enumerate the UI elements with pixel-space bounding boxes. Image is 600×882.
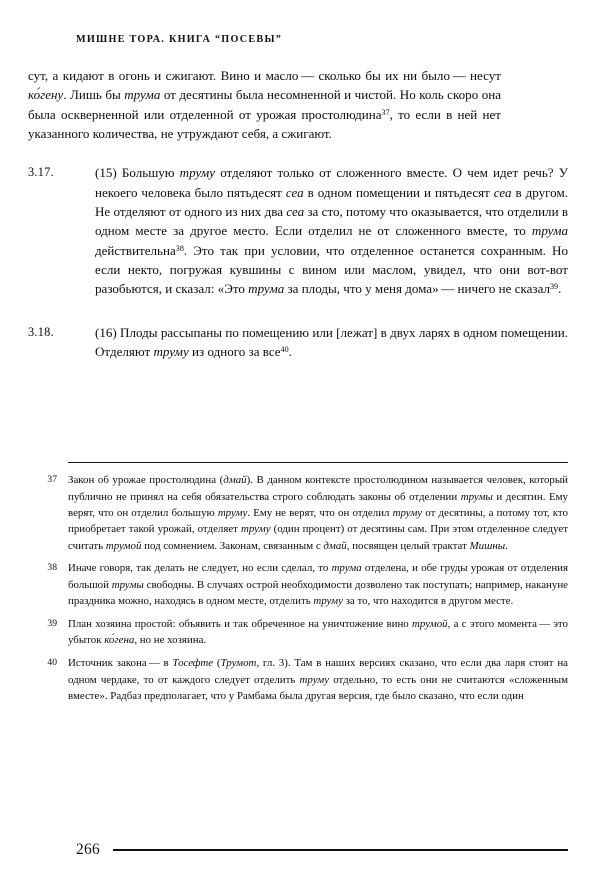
italic-term: Трумот bbox=[220, 657, 257, 670]
halakha-entry bbox=[28, 323, 568, 362]
italic-term: дмай bbox=[323, 539, 347, 552]
page-number: 266 bbox=[76, 841, 100, 858]
italic-term: трума bbox=[248, 281, 285, 297]
italic-term: трума bbox=[531, 223, 568, 239]
footnote-item bbox=[28, 655, 568, 704]
italic-term: труму bbox=[217, 506, 248, 519]
footnote-text: План хозяина простой: объявить и так обреченное на уничтожение вино трумой, а с этого момента — это убыток ко́гена, но не хозяина. bbox=[68, 618, 568, 647]
italic-term: труму bbox=[179, 165, 216, 181]
footnote-number: 38 bbox=[47, 562, 57, 574]
halakha-text: (16) Плоды рассыпаны по помещению или [лежат] в двух ларях в одном помещении. Отделяют труму из одного за все$^{40}$. bbox=[95, 324, 568, 360]
folio-rule bbox=[113, 849, 568, 850]
halakha-number: 3.18. bbox=[28, 324, 54, 339]
footnote-marker: 38 bbox=[175, 243, 184, 253]
folio bbox=[76, 840, 568, 860]
italic-term: труму bbox=[313, 595, 343, 608]
italic-term: трума bbox=[124, 87, 161, 103]
halakha-number: 3.17. bbox=[28, 165, 54, 180]
italic-term: труму bbox=[241, 523, 271, 536]
footnote-number: 37 bbox=[47, 474, 57, 486]
italic-term: трумы bbox=[111, 578, 144, 591]
italic-term: труму bbox=[392, 506, 423, 519]
italic-term: сеа bbox=[285, 184, 304, 200]
footnote-item bbox=[28, 560, 568, 609]
footnote-separator-rule bbox=[68, 462, 568, 463]
halakha-entry bbox=[28, 163, 568, 298]
italic-term: труму bbox=[153, 344, 189, 360]
italic-term: сеа bbox=[286, 204, 305, 220]
italic-term: Тосефте bbox=[172, 657, 214, 670]
footnote-area bbox=[28, 462, 568, 711]
halakha-text: (15) Большую труму отделяют только от сложенного вместе. О чем идет речь? У некоего человека было пятьдесят сеа в одном помещении и пятьдесят сеа в другом. Не отделяют от одного из них два сеа за сто, потому что оказывается, что отделили в одном месте за другое место. Если отделил не от сложенного вместе, то трума действительна$^{38}$. Это так при условии, что отделенное останется сохранным. Но если некто, погружая кувшины с вином или маслом, увидел, что они вот-вот разобьются, и сказал: «Это трума за плоды, что у меня дома» — ничего не сказал$^{39}$. bbox=[95, 165, 569, 297]
italic-term: трума bbox=[331, 562, 362, 575]
footnote-item bbox=[28, 616, 568, 649]
continued-paragraph: сут, а кидают в огонь и сжигают. Вино и масло — сколько бы их ни было — несут ко́гену. Лишь бы трума от десятины была несомненной и чистой. Но коль скоро она была оскверненной или отделенной от урожая простолюдина$^{37}$, то если в ней нет указанного количества, не утруждают себя, а сжигают. bbox=[28, 68, 502, 142]
italic-term: сеа bbox=[493, 184, 512, 200]
footnote-text: Источник закона — в Тосефте (Трумот, гл. 3). Там в наших версиях сказано, что если два ларя стоят на одном чердаке, то от каждого следует отделить труму отдельно, то есть они не считаются «сложенным вместе». Радбаз предполагает, что у Рамбама была другая версия, где было сказано, что если один bbox=[68, 657, 568, 702]
body-text bbox=[28, 66, 568, 361]
italic-term: труму bbox=[299, 673, 330, 686]
italic-term: Мишны bbox=[469, 539, 506, 552]
italic-term: ко́гена bbox=[104, 634, 135, 647]
running-head bbox=[76, 28, 568, 50]
footnote-text: Закон об урожае простолюдина (дмай). В данном контексте простолюдином называется человек, который публично не принял на себя обязательства строго соблюдать законы об отделении трумы и десятин. Ему верят, что он отделил большую труму. Ему не верят, что он отделил труму от десятины, а потому тот, кто приобретает такой урожай, отделяет труму (один процент) от десятины сам. При этом отделенное следует считать трумой под сомнением. Законам, связанным с дмай, посвящен целый трактат Мишны. bbox=[68, 474, 568, 552]
italic-term: трумой bbox=[105, 539, 142, 552]
italic-term: ко́гену bbox=[28, 87, 64, 103]
footnote-marker: 40 bbox=[280, 344, 289, 354]
footnote-marker: 37 bbox=[381, 107, 390, 117]
footnote-text: Иначе говоря, так делать не следует, но если сделал, то трума отделена, и обе груды урожая от отделения большой трумы свободны. В случаях острой необходимости дозволено так поступать; например, накануне праздника можно, находясь в одном месте, отделить труму за то, что находится в другом месте. bbox=[68, 562, 568, 608]
italic-term: трумой bbox=[412, 618, 448, 630]
footnote-item bbox=[28, 472, 568, 554]
italic-term: трумы bbox=[460, 490, 493, 503]
running-head-title: МИШНЕ ТОРА. КНИГА “ПОСЕВЫ” bbox=[76, 33, 283, 45]
footnote-number: 40 bbox=[47, 657, 57, 669]
italic-term: дмай bbox=[223, 474, 247, 487]
footnote-number: 39 bbox=[47, 618, 57, 629]
footnote-marker: 39 bbox=[550, 282, 559, 292]
